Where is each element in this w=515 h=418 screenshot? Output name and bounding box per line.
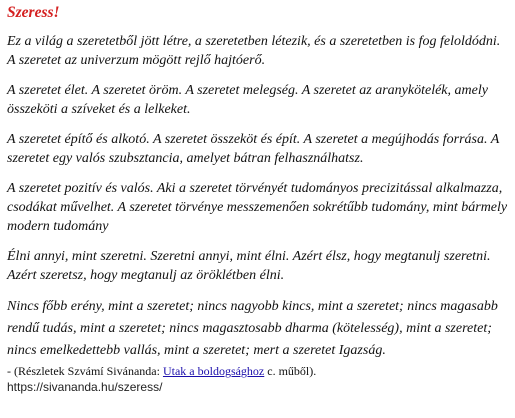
paragraph-6: Nincs főbb erény, mint a szeretet; nincs nagyobb kincs, mint a szeretet; nincs magasabb rendű tudás, mint a szeretet; nincs magasztosabb dharma (kötelesség), mint a szeretet; nincs emelkedettebb vallás, mint a szeretet; mert a szeretet Igazság.	[7, 299, 498, 358]
paragraph-2: A szeretet élet. A szeretet öröm. A szeretet melegség. A szeretet az aranykötelék, amely összeköti a szíveket és a lelkeket.	[7, 83, 488, 117]
paragraph-3: A szeretet építő és alkotó. A szeretet összeköt és épít. A szeretet a megújhodás forrása. A szeretet egy valós szubsztancia, amelyet bátran felhasználhatsz.	[7, 132, 500, 166]
source-suffix: c. műből).	[264, 364, 317, 378]
book-link[interactable]: Utak a boldogsághoz	[162, 364, 265, 378]
source-prefix: - (Részletek Szvámí Sivánanda:	[7, 364, 163, 378]
paragraph-4: A szeretet pozitív és valós. Aki a szeretet törvényét tudományos precizitással alkalmazza, csodákat művelhet. A szeretet törvénye messzemenően sokrétűbb tudomány, mint bármely modern tudomány	[7, 181, 508, 234]
paragraph-5: Élni annyi, mint szeretni. Szeretni annyi, mint élni. Azért élsz, hogy megtanulj szeretni. Azért szeretsz, hogy megtanulj az öröklétben élni.	[7, 249, 491, 283]
paragraph-1: Ez a világ a szeretetből jött létre, a szeretetben létezik, és a szeretetben is fog feloldódni. A szeretet az univerzum mögött rejlő hajtóerő.	[7, 34, 501, 68]
page-url: https://sivananda.hu/szeress/	[7, 380, 163, 394]
source-citation	[7, 364, 511, 378]
page-title: Szeress!	[7, 4, 60, 21]
article	[7, 0, 511, 394]
